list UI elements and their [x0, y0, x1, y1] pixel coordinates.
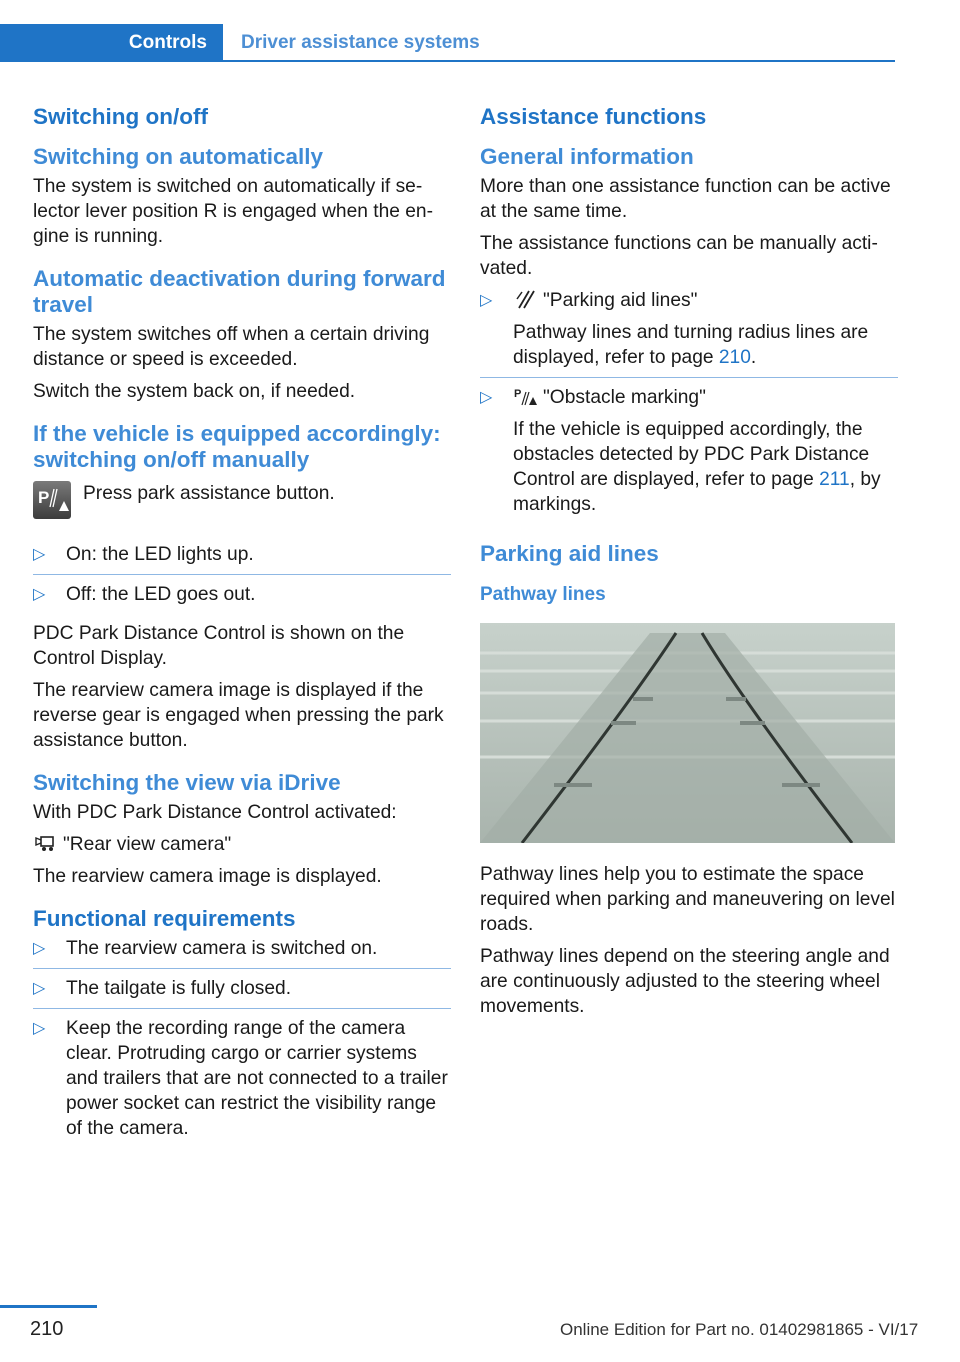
- text-pdc: PDC Park Distance Control is shown on the Control Display.: [33, 623, 405, 669]
- text-auto-off-1: The system switches off when a certain driving distance or speed is exceeded.: [33, 324, 430, 370]
- list-item: ▷ The tailgate is fully closed.: [33, 976, 451, 1009]
- text-auto-on: The system is switched on automatically if selector lever position R is engaged when the engine is running.: [33, 176, 433, 247]
- page-header: [0, 0, 895, 62]
- requirements-list: [33, 936, 451, 1148]
- text-idrive: With PDC Park Distance Control activated:: [33, 802, 397, 823]
- triangle-bullet-icon: ▷: [33, 980, 46, 997]
- park-assist-button-icon: [33, 481, 71, 524]
- text-auto-off-2: Switch the system back on, if needed.: [33, 381, 356, 402]
- triangle-bullet-icon: ▷: [33, 586, 46, 603]
- triangle-bullet-icon: ▷: [33, 940, 46, 957]
- svg-text:P: P: [514, 388, 522, 400]
- heading-pathway: Pathway lines: [480, 584, 606, 605]
- page-ref-210[interactable]: 210: [718, 347, 751, 368]
- heading-assistance: Assistance functions: [480, 104, 707, 129]
- svg-text:P: P: [38, 488, 50, 507]
- press-row: [33, 481, 451, 524]
- parking-aid-lines-icon: [513, 289, 537, 309]
- text-press-button: Press park assistance button.: [83, 483, 335, 504]
- header-rule: [0, 60, 895, 62]
- heading-auto-off: Automatic deactivation during forward travel: [33, 266, 446, 317]
- text-pathway-1: Pathway lines help you to estimate the space required when parking and maneuvering on level roads.: [480, 864, 895, 935]
- led-bullet-list: [33, 542, 451, 614]
- text-rearview: The rearview camera image is displayed if the reverse gear is engaged when pressing the park assistance button.: [33, 680, 444, 751]
- heading-parking-aid: Parking aid lines: [480, 541, 659, 566]
- left-column: [33, 100, 451, 1155]
- obstacle-marking-icon: [513, 386, 537, 406]
- heading-idrive: Switching the view via iDrive: [33, 770, 341, 795]
- list-item: ▷ Keep the recording range of the camera clear. Protruding cargo or carrier systems and trailers that are not connected to a trailer power socket can restrict the visibility range of the camera.: [33, 1018, 448, 1139]
- rear-view-camera-row: "Rear view camera": [33, 832, 451, 857]
- text-camera-displayed: The rearview camera image is displayed.: [33, 866, 382, 887]
- heading-requirements: Functional requirements: [33, 906, 296, 931]
- triangle-bullet-icon: ▷: [33, 1020, 46, 1037]
- triangle-bullet-icon: ▷: [480, 389, 493, 406]
- heading-switching: Switching on/off: [33, 104, 208, 129]
- text-general-1: More than one assistance function can be active at the same time.: [480, 176, 891, 222]
- list-item: ▷ "Parking aid lines" Pathway lines and turning radius lines are displayed, refer to page 210.: [480, 288, 898, 378]
- pathway-lines-image: [480, 623, 895, 843]
- page-ref-211[interactable]: 211: [819, 469, 850, 490]
- text-general-2: The assistance functions can be manually activated.: [480, 233, 878, 279]
- assistance-list: [480, 288, 898, 524]
- heading-general: General information: [480, 144, 694, 169]
- heading-manual: If the vehicle is equipped accordingly: switching on/off manually: [33, 421, 441, 472]
- rear-view-camera-icon: [33, 833, 57, 853]
- right-column: [480, 100, 898, 1026]
- triangle-bullet-icon: ▷: [480, 292, 493, 309]
- triangle-bullet-icon: ▷: [33, 546, 46, 563]
- page-number: 210: [30, 1318, 64, 1340]
- tab-driver-assistance[interactable]: Driver assistance systems: [241, 32, 480, 53]
- list-item: ▷ P "Obstacle marking" If the vehicle is equipped accordingly, the obstacles detected by PDC Park Distance Control are displayed, refer to page 211, by markings.: [480, 387, 881, 515]
- footer-rule: [0, 1305, 97, 1308]
- tab-controls[interactable]: Controls: [0, 24, 223, 61]
- list-item: ▷ Off: the LED goes out.: [33, 584, 256, 605]
- list-item: ▷ On: the LED lights up.: [33, 542, 451, 575]
- edition-footer: Online Edition for Part no. 01402981865 - VI/17: [560, 1320, 919, 1339]
- heading-auto-on: Switching on automatically: [33, 144, 324, 169]
- text-pathway-2: Pathway lines depend on the steering angle and are continuously adjusted to the steering wheel movements.: [480, 946, 890, 1017]
- list-item: ▷ The rearview camera is switched on.: [33, 936, 451, 969]
